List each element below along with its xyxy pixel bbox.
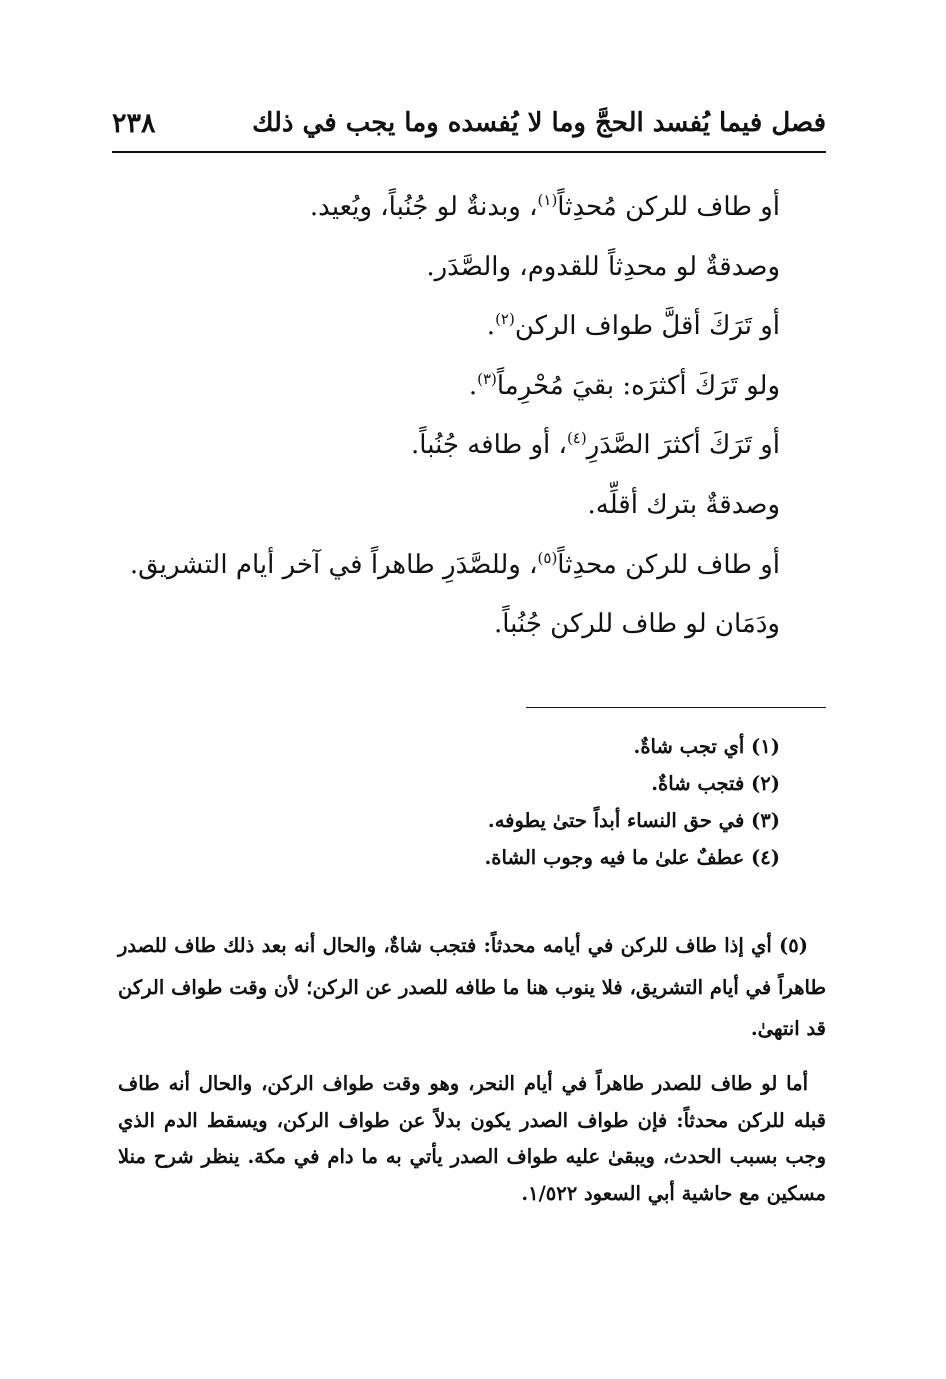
page-number: ٢٣٨	[112, 108, 156, 139]
footnote-ref: (٤)	[566, 429, 587, 448]
text-line: أو طاف للركن محدِثاً$^{(٥)}$، وللصَّدَرِ طاهراً في آخر أيام التشريق.	[129, 548, 780, 580]
footnote-ref: (١)	[537, 191, 558, 209]
text-line: ولو تَرَكَ أكثرَه: بقيَ مُحْرِماً$^{(٣)}$.	[468, 369, 780, 401]
text-line: وصدقةٌ بترك أقلِّه.	[587, 489, 780, 520]
text-line: وصدقةٌ لو محدِثاً للقدوم، والصَّدَر.	[426, 251, 780, 282]
footnote-ref: (٣)	[477, 369, 497, 388]
footnote-ref: (٢)	[495, 310, 515, 329]
footnote-4: (٤) عطفٌ علىٰ ما فيه وجوب الشاة.	[484, 846, 780, 869]
footnotes	[140, 728, 780, 876]
footnote-separator	[526, 707, 826, 708]
text-line: أو تَرَكَ أقلَّ طواف الركن$^{(٢)}$.	[486, 310, 780, 342]
footnote-5: (٥) أي إذا طاف للركن في أيامه محدثاً: فتجب شاةٌ، والحال أنه بعد ذلك طاف للصدر طاهراً في أيام التشريق، فلا ينوب هنا ما طافه للصدر عن الركن؛ لأن وقت طواف الركن قد انتهىٰ.	[118, 934, 826, 1040]
footnote-3: (٣) في حق النساء أبداً حتىٰ يطوفه.	[487, 809, 780, 832]
text-line: ودَمَان لو طاف للركن جُنُباً.	[493, 609, 780, 640]
footnote-1: (١) أي تجب شاةٌ.	[633, 735, 780, 758]
running-header	[112, 108, 826, 152]
text-line: أو طاف للركن مُحدِثاً$^{(١)}$، وبدنةٌ لو جُنُباً، ويُعيد.	[309, 191, 780, 222]
header-rule	[112, 151, 826, 153]
footnote-ref: (٥)	[537, 548, 558, 567]
footnote-2: (٢) فتجب شاةٌ.	[651, 772, 780, 795]
text-line: أو تَرَكَ أكثرَ الصَّدَرِ$^{(٤)}$، أو طافه جُنُباً.	[411, 429, 780, 461]
chapter-title: فصل فيما يُفسد الحجَّ وما لا يُفسده وما يجب في ذلك	[252, 108, 826, 138]
footnote-5-continuation: أما لو طاف للصدر طاهراً في أيام النحر، وهو وقت طواف الركن، والحال أنه طاف قبله للركن محدثاً: فإن طواف الصدر يكون بدلاً عن طواف الركن، ويسقط الدم الذي وجب بسبب الحدث، ويبقىٰ عليه طواف الصدر يأتي به ما دام في مكة. ينظر شرح منلا مسكين مع حاشية أبي السعود ١/٥٢٢.	[118, 1072, 826, 1205]
main-text	[129, 178, 780, 655]
